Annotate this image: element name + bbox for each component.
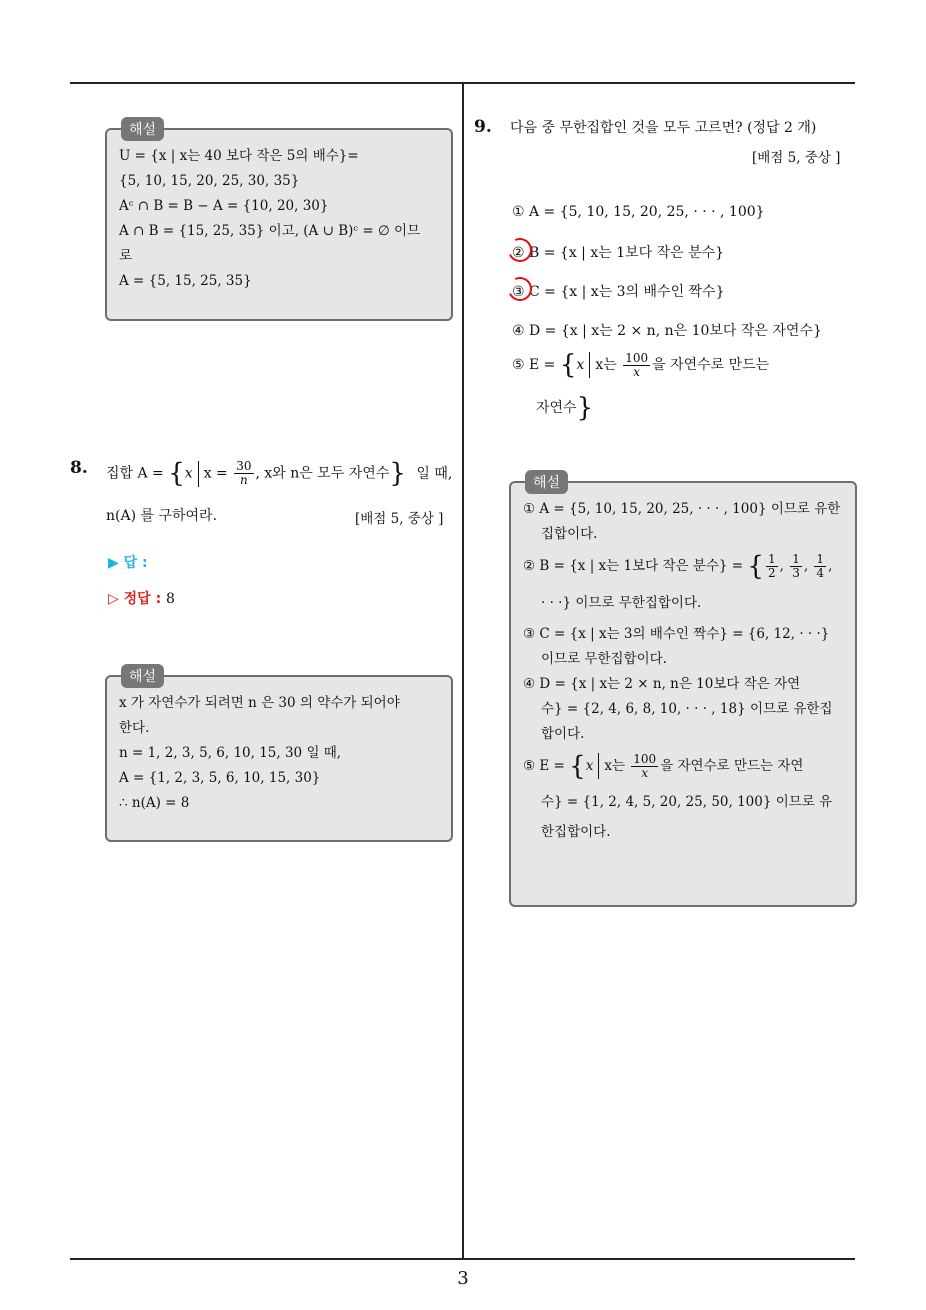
- solution-line: 합이다.: [541, 725, 585, 742]
- q8-fraction: [234, 460, 253, 487]
- q8-answer-label: ▶ 답 :: [108, 555, 148, 571]
- close-brace-icon: }: [389, 458, 406, 489]
- q8-solution-box: [105, 669, 453, 842]
- solution-line: n = 1, 2, 3, 5, 6, 10, 15, 30 일 때,: [119, 745, 342, 761]
- set-bar-icon: [598, 753, 599, 779]
- fraction: [631, 753, 658, 780]
- q9-option5-line2: 자연수: [536, 400, 577, 416]
- q8-text-prefix: 집합 A =: [106, 465, 164, 482]
- solution-line: {5, 10, 15, 20, 25, 30, 35}: [119, 173, 300, 189]
- q8-set-x: x: [184, 465, 193, 482]
- q9-option-5-line2: [536, 393, 593, 423]
- q8-correct-row: [108, 588, 175, 608]
- q9-option-3: ③ C = {x | x는 3의 배수인 짝수}: [512, 284, 725, 300]
- q8-text-suffix: 일 때,: [416, 465, 453, 482]
- solution-line-prefix: ⑤ E =: [523, 757, 565, 774]
- q9-option5-fraction: [623, 352, 650, 379]
- solution-line: ∴ n(A) = 8: [119, 795, 190, 811]
- solution-line: ③ C = {x | x는 3의 배수인 짝수} = {6, 12, · · ·}: [523, 625, 830, 642]
- solution-line: 로: [119, 248, 133, 264]
- solution-line: Aᶜ ∩ B = B − A = {10, 20, 30}: [119, 198, 329, 214]
- q9-solution-box: [509, 475, 857, 907]
- q9-option-1: ① A = {5, 10, 15, 20, 25, · · · , 100}: [512, 204, 765, 220]
- column-divider: [462, 83, 464, 1258]
- bottom-rule: [70, 1258, 855, 1260]
- q9-question: 다음 중 무한집합인 것을 모두 고르면? (정답 2 개): [510, 120, 817, 136]
- solution-line: A = {5, 15, 25, 35}: [119, 273, 252, 289]
- q7-solution-box: [105, 122, 453, 321]
- q8-number: 8.: [70, 458, 88, 478]
- q8-meta: [배점 5, 중상 ]: [355, 511, 444, 527]
- fraction: [766, 553, 778, 580]
- open-brace-icon: {: [559, 350, 577, 380]
- solution-tag: 해설: [525, 470, 568, 494]
- solution-tag: 해설: [121, 117, 164, 141]
- q9-option5-x: x: [576, 357, 585, 373]
- solution-line: U = {x | x는 40 보다 작은 5의 배수}=: [119, 148, 359, 164]
- set-cond-b: 을 자연수로 만드는 자연: [660, 757, 804, 774]
- frac-num: 1: [767, 552, 776, 566]
- set-bar-icon: [198, 461, 199, 487]
- solution-line-prefix: ② B = {x | x는 1보다 작은 분수} =: [523, 558, 744, 574]
- q9-option-5: [512, 350, 769, 380]
- q9-option5-prefix: ⑤ E =: [512, 357, 556, 373]
- frac-num: 1: [816, 552, 825, 566]
- set-x: x: [585, 757, 594, 774]
- close-brace-icon: }: [576, 393, 594, 423]
- frac-den: 2: [767, 566, 776, 580]
- set-cond-a: x는: [604, 757, 625, 774]
- page-number: 3: [457, 1268, 469, 1289]
- solution-line: ④ D = {x | x는 2 × n, n은 10보다 작은 자연: [523, 675, 801, 692]
- open-brace-icon: {: [747, 551, 764, 582]
- solution-line: 한다.: [119, 720, 150, 736]
- q9-option5-num: 100: [625, 350, 649, 365]
- q8-correct-value: 8: [166, 591, 175, 607]
- solution-line: [523, 751, 843, 782]
- solution-line: A = {1, 2, 3, 5, 6, 10, 15, 30}: [119, 770, 321, 786]
- q9-option5-b: 을 자연수로 만드는: [652, 357, 770, 373]
- q9-option-4: ④ D = {x | x는 2 × n, n은 10보다 작은 자연수}: [512, 323, 822, 339]
- open-brace-icon: {: [569, 751, 586, 781]
- q8-cond-a: x =: [203, 465, 228, 482]
- solution-line: 이므로 무한집합이다.: [541, 650, 667, 667]
- solution-line: 집합이다.: [541, 526, 598, 542]
- frac-den: x: [641, 765, 649, 780]
- fraction: [790, 553, 802, 580]
- q8-cond-b: , x와 n은 모두 자연수: [255, 465, 390, 482]
- open-brace-icon: {: [168, 458, 185, 489]
- frac-den: 3: [792, 566, 800, 580]
- solution-line: 한집합이다.: [541, 824, 611, 840]
- set-bar-icon: [589, 352, 590, 378]
- q8-question-line1: [106, 460, 452, 487]
- fraction: [814, 553, 826, 580]
- solution-line: 수} = {2, 4, 6, 8, 10, · · · , 18} 이므로 유한집: [541, 700, 833, 717]
- q8-frac-num: 30: [236, 459, 252, 473]
- frac-den: 4: [816, 566, 825, 580]
- q8-frac-den: n: [240, 473, 248, 487]
- frac-num: 1: [792, 552, 800, 566]
- q9-option-2: ② B = {x | x는 1보다 작은 분수}: [512, 245, 725, 261]
- q9-option5-den: x: [633, 364, 641, 379]
- solution-line: x 가 자연수가 되려면 n 은 30 의 약수가 되어야: [119, 695, 400, 711]
- solution-line: · · ·} 이므로 무한집합이다.: [541, 594, 702, 611]
- q9-meta: [배점 5, 중상 ]: [752, 150, 841, 166]
- solution-line: A ∩ B = {15, 25, 35} 이고, (A ∪ B)ᶜ = ∅ 이므: [119, 223, 421, 239]
- solution-tag: 해설: [121, 664, 164, 688]
- q9-option5-a: x는: [595, 357, 617, 373]
- solution-line: ① A = {5, 10, 15, 20, 25, · · · , 100} 이므로 유한: [523, 501, 841, 517]
- q8-correct-label: ▷ 정답 :: [108, 591, 162, 607]
- q8-question-line2: n(A) 를 구하여라.: [106, 508, 218, 524]
- frac-num: 100: [633, 751, 657, 766]
- solution-line: 수} = {1, 2, 4, 5, 20, 25, 50, 100} 이므로 유: [541, 794, 833, 810]
- solution-line: ② B = {x | x는 1보다 작은 분수} = { $\frac{1}{2}$ , $\frac{1}{3}$ , $\frac{1}{4}$ ,: [523, 551, 833, 582]
- q9-number: 9.: [474, 117, 492, 137]
